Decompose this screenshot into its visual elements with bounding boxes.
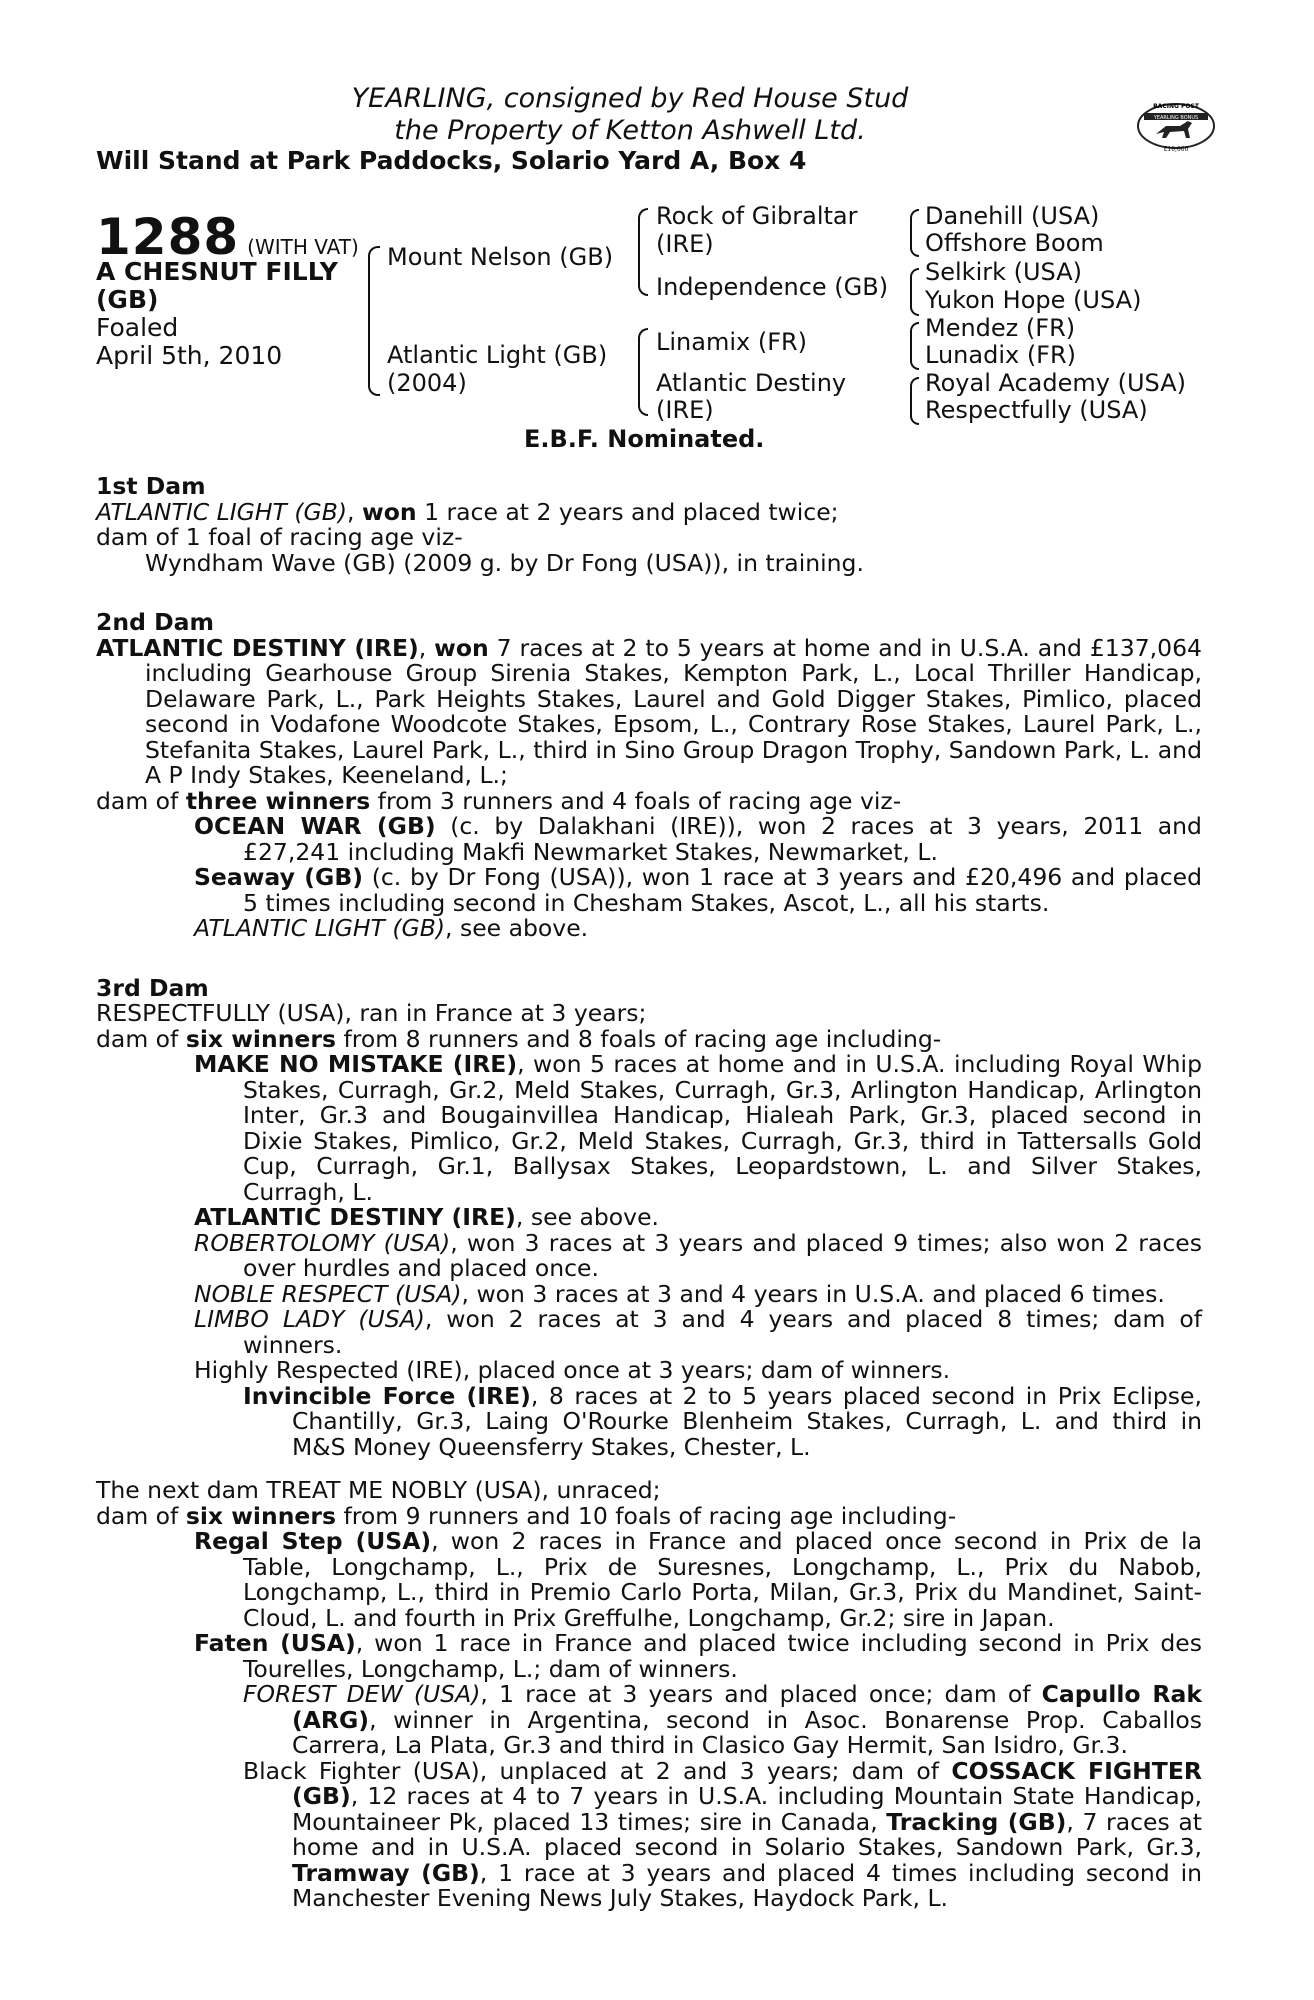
foaled-date: April 5th, 2010 — [96, 341, 283, 370]
third-dam-intro: RESPECTFULLY (USA), ran in France at 3 years; — [96, 999, 647, 1027]
lot-name-line1: A CHESNUT FILLY — [96, 257, 338, 286]
badge-mid-text: YEARLING BONUS — [1153, 115, 1199, 121]
next-dam-produce-1: Regal Step (USA), won 2 races in France and placed once second in Prix de la Table, Longchamp, L., Prix de Suresnes, Longchamp, L., Prix du Nabob, Longchamp, L., third in Premio Carlo Porta, Milan, Gr.3, Prix du Mandinet, Saint-Cloud, L. and fourth in Prix Greffulhe, Longchamp, Gr.2; sire in Japan. — [194, 1527, 1202, 1632]
next-dam-produce-2: Faten (USA), won 1 race in France and placed twice including second in Prix des Tourelles, Longchamp, L.; dam of winners. — [194, 1629, 1202, 1683]
third-dam-grandproduce: Invincible Force (IRE), 8 races at 2 to 5 years placed second in Prix Eclipse, Chantilly, Gr.3, Laing O'Rourke Blenheim Stakes, Curragh, L. and third in M&S Money Queensferry Stakes, Chester, L. — [243, 1381, 1202, 1461]
ggp-6: Lunadix (FR) — [925, 341, 1077, 369]
yearling-bonus-badge-icon — [1136, 96, 1216, 154]
second-dam-produce-1: OCEAN WAR (GB) (c. by Dalakhani (IRE)), won 2 races at 3 years, 2011 and £27,241 including Makfi Newmarket Stakes, Newmarket, L. — [194, 812, 1202, 866]
dam-sire-name: Linamix (FR) — [656, 328, 808, 356]
ggp-3: Selkirk (USA) — [925, 258, 1083, 286]
second-dam-heading: 2nd Dam — [96, 608, 214, 636]
third-dam-produce-2: ATLANTIC DESTINY (IRE), see above. — [194, 1203, 660, 1231]
third-dam-produce-6: Highly Respected (IRE), placed once at 3 years; dam of winners. — [194, 1356, 951, 1384]
ggp-5: Mendez (FR) — [925, 314, 1076, 342]
consignor-line: YEARLING, consigned by Red House Stud — [351, 83, 909, 114]
gp3-brace — [910, 322, 919, 370]
second-dam-produce-3: ATLANTIC LIGHT (GB), see above. — [194, 914, 589, 942]
sire-sire-name: Rock of Gibraltar — [656, 202, 858, 230]
ebf-nomination: E.B.F. Nominated. — [524, 425, 765, 453]
second-dam-dam-of: dam of three winners from 3 runners and 4 foals of racing age viz- — [96, 786, 902, 815]
badge-top-text: RACING POST — [1153, 103, 1199, 110]
vat-note: (WITH VAT) — [247, 235, 359, 259]
first-dam-heading: 1st Dam — [96, 472, 206, 500]
ggp-7: Royal Academy (USA) — [925, 369, 1186, 397]
pedigree-notes — [96, 474, 1202, 1912]
ggp-4: Yukon Hope (USA) — [925, 286, 1142, 314]
foaled-label: Foaled — [96, 313, 179, 342]
third-dam-dam-of: dam of six winners from 8 runners and 8 foals of racing age including- — [96, 1024, 942, 1053]
next-dam-dam-of: dam of six winners from 9 runners and 10 foals of racing age including- — [96, 1501, 957, 1530]
dam-name: Atlantic Light (GB) — [387, 341, 608, 369]
sire-name: Mount Nelson (GB) — [387, 243, 614, 271]
dam-year: (2004) — [387, 369, 467, 397]
gp1-brace — [910, 209, 919, 257]
ggp-1: Danehill (USA) — [925, 202, 1100, 230]
lot-name-line2: (GB) — [96, 285, 159, 314]
foaled-block — [96, 314, 282, 370]
first-dam-intro: ATLANTIC LIGHT (GB), won 1 race at 2 years and placed twice; — [96, 497, 839, 526]
third-dam-produce-4: NOBLE RESPECT (USA), won 3 races at 3 and 4 years in U.S.A. and placed 6 times. — [194, 1279, 1165, 1308]
sire-sire-suffix: (IRE) — [656, 230, 714, 258]
lot-number: 1288 — [96, 208, 240, 266]
dam-brace — [638, 328, 648, 416]
ggp-8: Respectfully (USA) — [925, 396, 1148, 424]
badge-amount-text: £10,000 — [1163, 146, 1189, 153]
pedigree-main-brace — [368, 246, 380, 396]
third-dam-produce-3: ROBERTOLOMY (USA), won 3 races at 3 years and placed 9 times; also won 2 races over hurdles and placed once. — [194, 1228, 1202, 1282]
stabling-line: Will Stand at Park Paddocks, Solario Yard A, Box 4 — [96, 146, 807, 175]
first-dam-name: ATLANTIC LIGHT (GB) — [96, 497, 348, 526]
next-dam-grandproduce-1: FOREST DEW (USA), 1 race at 3 years and placed once; dam of Capullo Rak (ARG), winner in Argentina, second in Asoc. Bonarense Prop. Caballos Carrera, La Plata, Gr.3 and third in Clasico Gay Hermit, San Isidro, Gr.3. — [243, 1680, 1202, 1759]
gp2-brace — [910, 268, 919, 316]
first-dam-dam-of: dam of 1 foal of racing age viz- — [96, 523, 463, 551]
third-dam-heading: 3rd Dam — [96, 973, 209, 1002]
dam-dam-suffix: (IRE) — [656, 396, 714, 424]
next-dam-grandproduce-2: Black Fighter (USA), unplaced at 2 and 3 years; dam of COSSACK FIGHTER (GB), 12 races at 4 to 7 years in U.S.A. including Mountain State Handicap, Mountaineer Pk, placed 13 times; sire in Canada, Tracking (GB), 7 races at home and in U.S.A. placed second in Solario Stakes, Sandown Park, Gr.3, Tramway (GB), 1 race at 3 years and placed 4 times including second in Manchester Evening News July Stakes, Haydock Park, L. — [243, 1756, 1202, 1912]
sire-brace — [638, 208, 648, 296]
ggp-2: Offshore Boom — [925, 229, 1104, 257]
next-dam-intro: The next dam TREAT ME NOBLY (USA), unraced; — [96, 1476, 661, 1504]
gp4-brace — [910, 377, 919, 425]
dam-dam-name: Atlantic Destiny — [656, 369, 847, 397]
second-dam-record: ATLANTIC DESTINY (IRE), won 7 races at 2 to 5 years at home and in U.S.A. and £137,064 including Gearhouse Group Sirenia Stakes, Kempton Park, L., Local Thriller Handicap, Delaware Park, L., Park Heights Stakes, Laurel and Gold Digger Stakes, Pimlico, placed second in Vodafone Woodcote Stakes, Epsom, L., Contrary Rose Stakes, Laurel Park, L., Stefanita Stakes, Laurel Park, L., third in Sino Group Dragon Trophy, Sandown Park, L. and A P Indy Stakes, Keeneland, L.; — [96, 633, 1202, 789]
first-dam-produce: Wyndham Wave (GB) (2009 g. by Dr Fong (USA)), in training. — [145, 548, 864, 577]
property-line: the Property of Ketton Ashwell Ltd. — [394, 115, 866, 146]
third-dam-produce-5: LIMBO LADY (USA), won 2 races at 3 and 4 years and placed 8 times; dam of winners. — [194, 1305, 1202, 1359]
second-dam-produce-2: Seaway (GB) (c. by Dr Fong (USA)), won 1 race at 3 years and £20,496 and placed 5 times including second in Chesham Stakes, Ascot, L., all his starts. — [194, 863, 1202, 917]
third-dam-produce-1: MAKE NO MISTAKE (IRE), won 5 races at home and in U.S.A. including Royal Whip Stakes, Curragh, Gr.2, Meld Stakes, Curragh, Gr.3, Arlington Handicap, Arlington Inter, Gr.3 and Bougainvillea Handicap, Hialeah Park, Gr.3, placed second in Dixie Stakes, Pimlico, Gr.2, Meld Stakes, Curragh, Gr.3, third in Tattersalls Gold Cup, Curragh, Gr.1, Ballysax Stakes, Leopardstown, L. and Silver Stakes, Curragh, L. — [194, 1050, 1203, 1206]
lot-description — [96, 258, 338, 314]
sire-dam-name: Independence (GB) — [656, 273, 889, 301]
